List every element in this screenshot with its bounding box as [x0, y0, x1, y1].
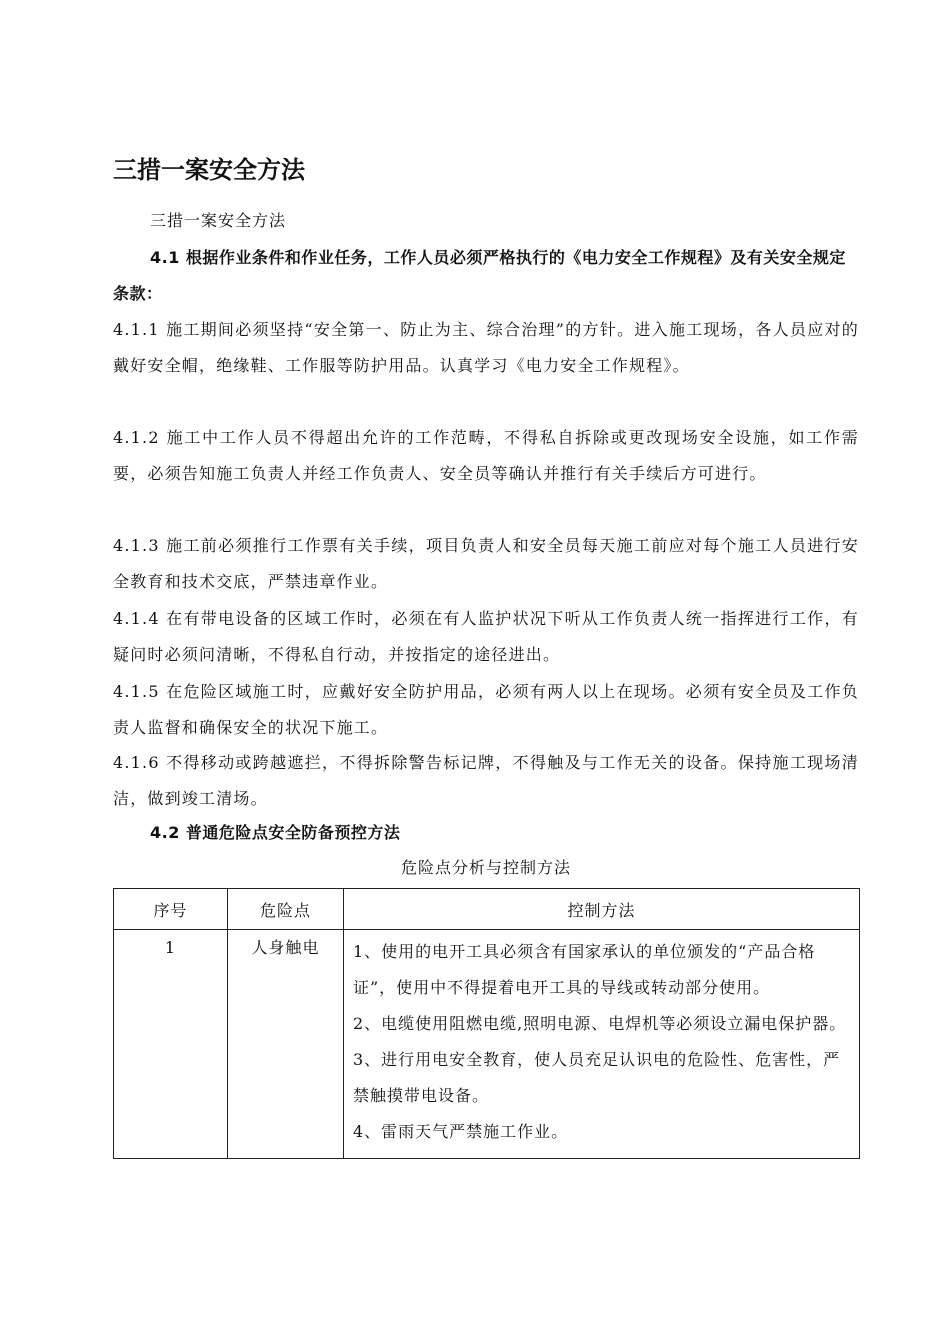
header-risk-point: 危险点 [228, 889, 344, 930]
header-number: 序号 [114, 889, 228, 930]
clause-4-1-6: 4.1.6 不得移动或跨越遮拦，不得拆除警告标记牌，不得触及与工作无关的设备。保持施工现场清洁，做到竣工清场。 [113, 753, 859, 808]
row-risk-point: 人身触电 [228, 930, 344, 1159]
header-control-method: 控制方法 [344, 889, 860, 930]
control-item: 4、雷雨天气严禁施工作业。 [353, 1122, 569, 1141]
document-title: 三措一案安全方法 [113, 156, 305, 184]
document-subtitle: 三措一案安全方法 [150, 211, 287, 230]
clause-4-1-2: 4.1.2 施工中工作人员不得超出允许的工作范畴，不得私自拆除或更改现场安全设施，如工作需要，必须告知施工负责人并经工作负责人、安全员等确认并推行有关手续后方可进行。 [113, 428, 859, 483]
control-item: 3、进行用电安全教育，使人员充足认识电的危险性、危害性，严禁触摸带电设备。 [353, 1050, 841, 1105]
table-caption: 危险点分析与控制方法 [400, 858, 571, 877]
section-4-2-heading: 4.2 普通危险点安全防备预控方法 [150, 823, 401, 842]
row-number: 1 [114, 930, 228, 1159]
control-item: 2、电缆使用阻燃电缆,照明电源、电焊机等必须设立漏电保护器。 [353, 1014, 847, 1033]
section-4-1-heading: 4.1 根据作业条件和作业任务，工作人员必须严格执行的《电力安全工作规程》及有关安全规定条款： [113, 248, 846, 303]
risk-control-table [113, 888, 860, 1159]
control-item: 1、使用的电开工具必须含有国家承认的单位颁发的“产品合格证”，使用中不得提着电开工具的导线或转动部分使用。 [353, 942, 816, 997]
table-header-row [114, 889, 860, 930]
clause-4-1-3: 4.1.3 施工前必须推行工作票有关手续，项目负责人和安全员每天施工前应对每个施工人员进行安全教育和技术交底，严禁违章作业。 [113, 536, 859, 591]
table-row [114, 930, 860, 1159]
clause-4-1-5: 4.1.5 在危险区域施工时，应戴好安全防护用品，必须有两人以上在现场。必须有安全员及工作负责人监督和确保安全的状况下施工。 [113, 682, 859, 737]
clause-4-1-1: 4.1.1 施工期间必须坚持“安全第一、防止为主、综合治理”的方针。进入施工现场，各人员应对的戴好安全帽，绝缘鞋、工作服等防护用品。认真学习《电力安全工作规程》。 [113, 320, 859, 375]
row-control-methods [344, 930, 860, 1159]
clause-4-1-4: 4.1.4 在有带电设备的区域工作时，必须在有人监护状况下听从工作负责人统一指挥进行工作，有疑问时必须问清晰，不得私自行动，并按指定的途径进出。 [113, 609, 859, 664]
